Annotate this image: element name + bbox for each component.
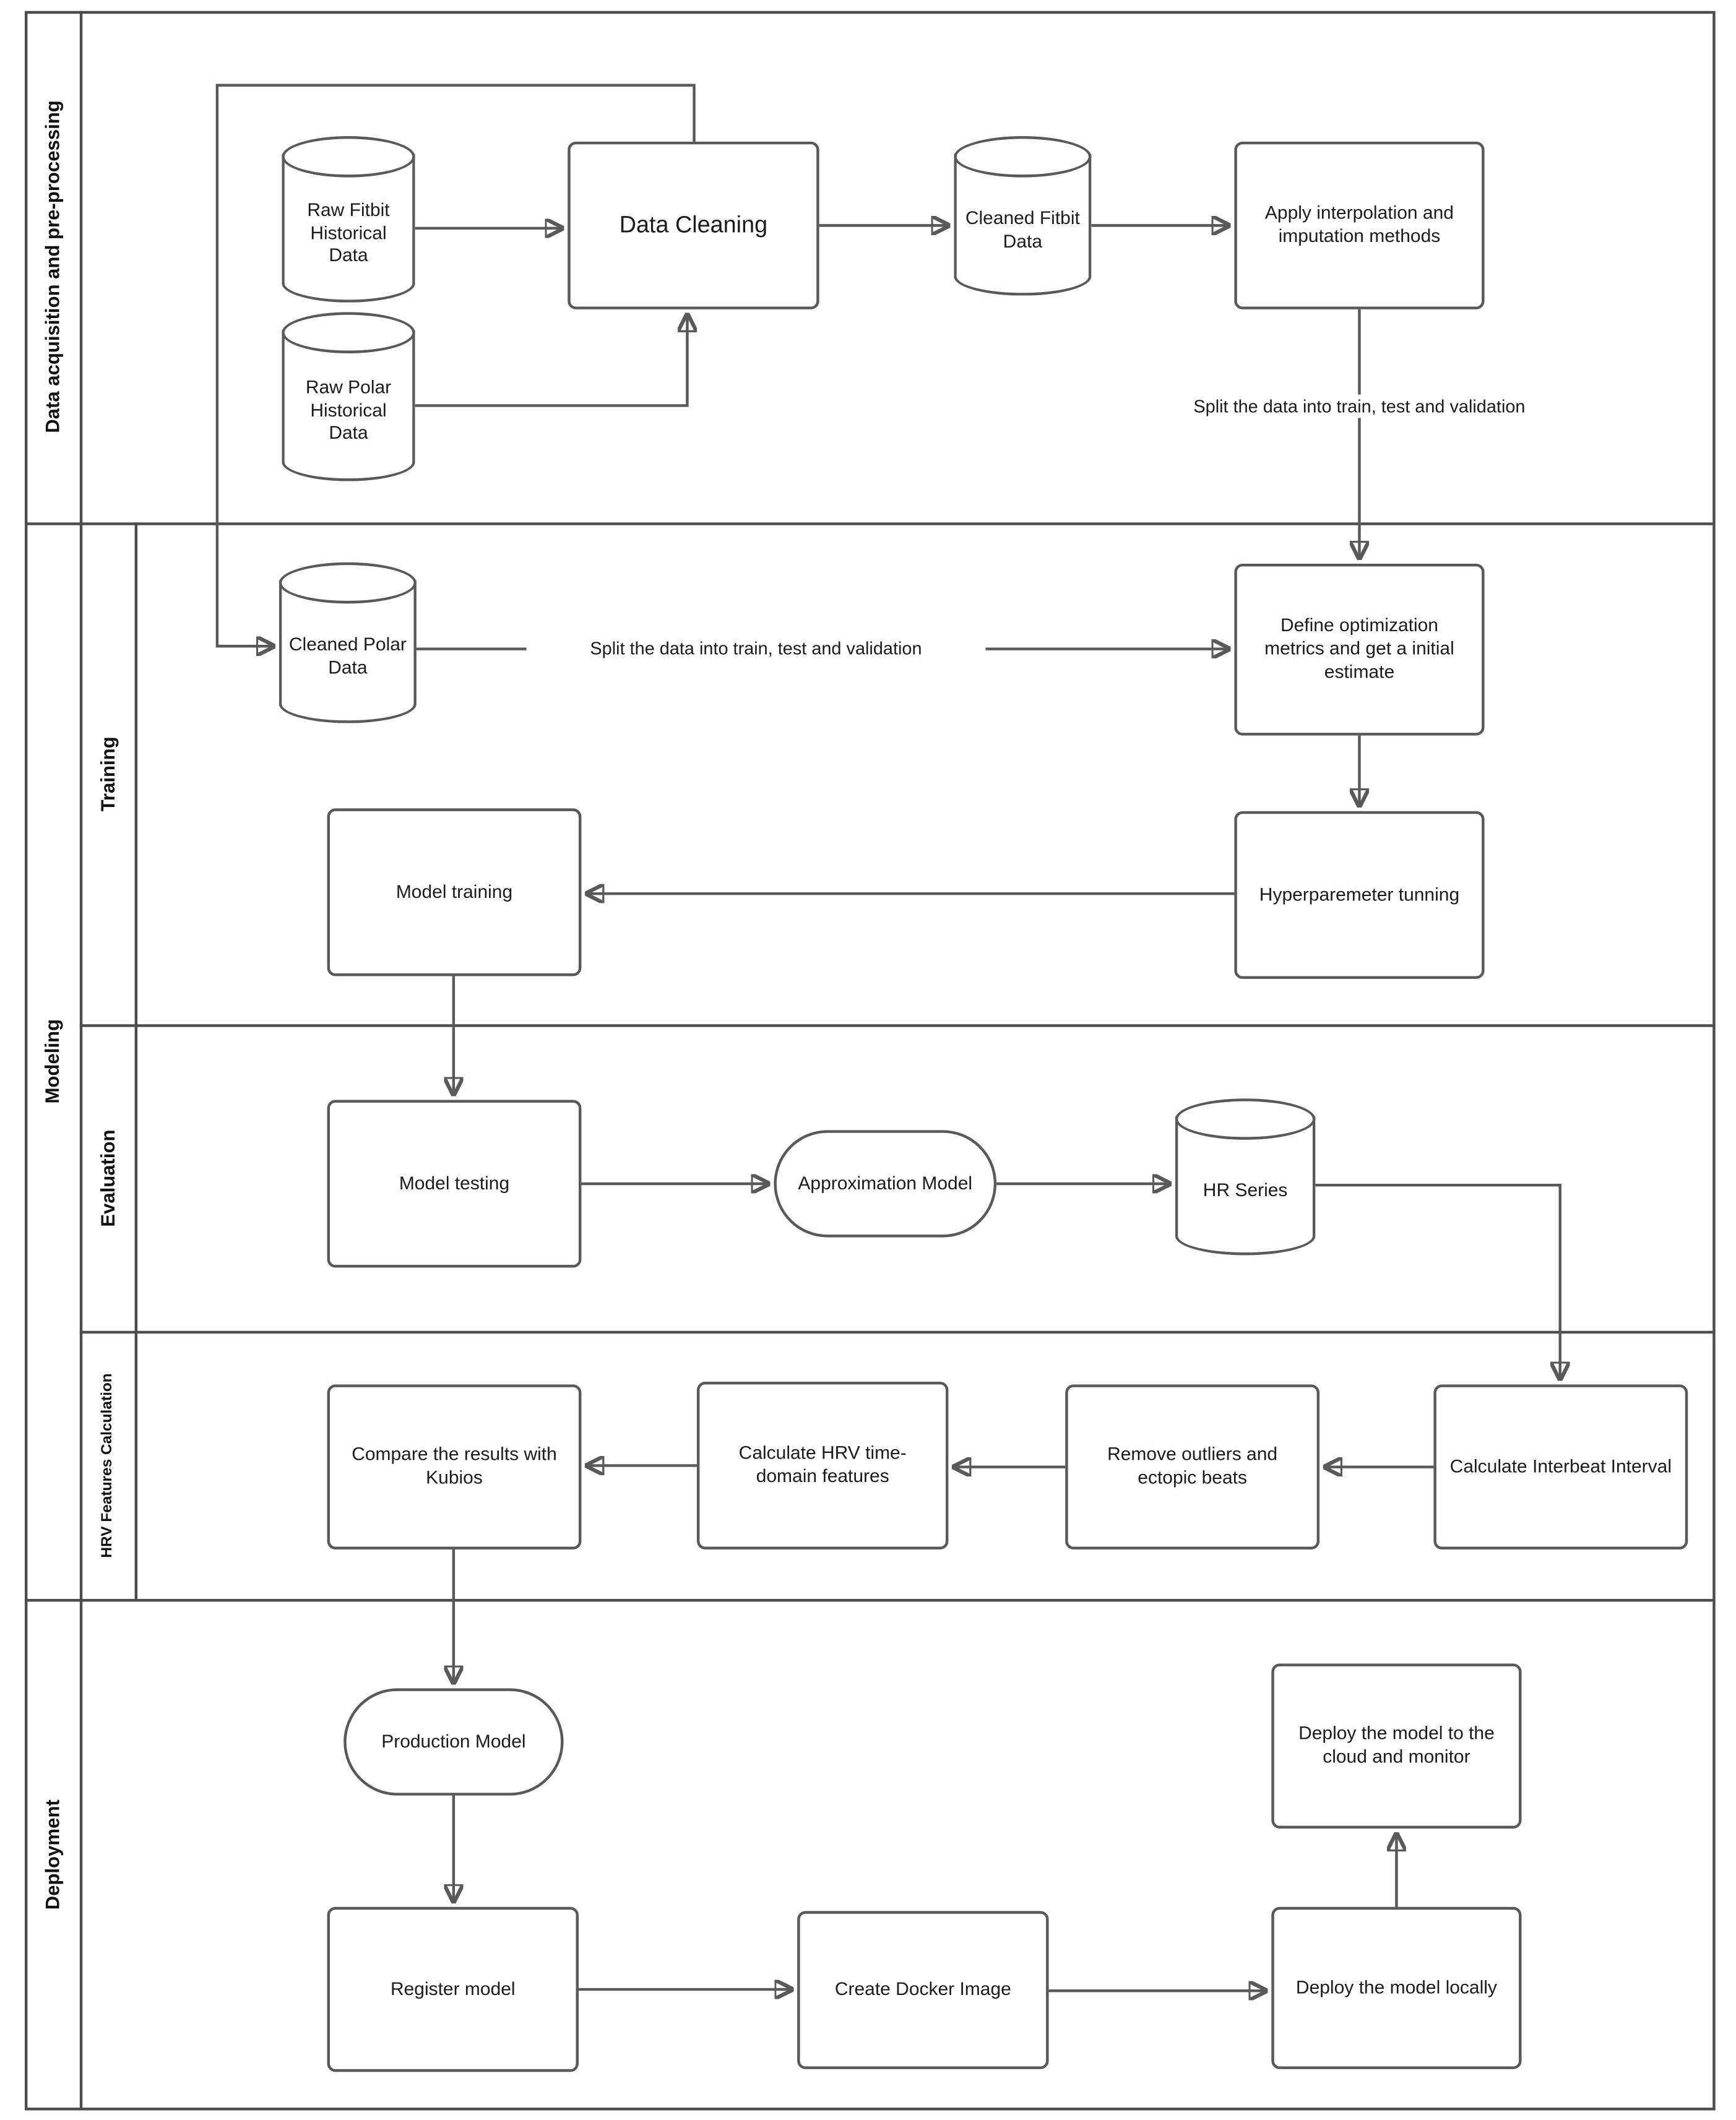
node-register-model (327, 1907, 579, 2072)
sublane-training-label: Training (96, 736, 119, 811)
node-data-cleaning (568, 142, 819, 309)
sublane-training (80, 522, 135, 1024)
lane-modeling-label: Modeling (41, 1018, 64, 1103)
node-raw-polar-data (282, 330, 415, 481)
lane-modeling (25, 522, 80, 1599)
node-approximation-model (774, 1130, 996, 1237)
lane-deployment (25, 1599, 80, 2111)
sublane-label-column-divider (135, 522, 137, 1599)
node-approximation-model-label: Approximation Model (798, 1172, 973, 1193)
node-raw-polar-data-label: Raw Polar Historical Data (305, 376, 392, 444)
node-hyperparameter-tuning-label: Hyperparemeter tunning (1259, 883, 1460, 904)
node-register-model-label: Register model (390, 1978, 516, 1999)
node-model-training-label: Model training (395, 881, 513, 902)
node-raw-fitbit-data-label: Raw Fitbit Historical Data (307, 199, 390, 266)
sublane-hrv-features-label: HRV Features Calculation (98, 1372, 116, 1558)
node-define-optimization (1234, 564, 1484, 736)
node-apply-interpolation-label: Apply interpolation and imputation methods (1264, 202, 1454, 246)
node-hr-series-label: HR Series (1203, 1179, 1288, 1200)
node-create-docker-image-label: Create Docker Image (834, 1978, 1011, 1999)
node-deploy-cloud-label: Deploy the model to the cloud and monitor (1298, 1723, 1495, 1767)
node-cleaned-fitbit-data (954, 154, 1091, 296)
sublane-divider-training-evaluation (80, 1024, 1716, 1027)
node-model-testing-label: Model testing (399, 1172, 510, 1193)
node-apply-interpolation (1234, 142, 1484, 309)
node-compare-kubios-label: Compare the results with Kubios (352, 1444, 557, 1488)
edge-label-split-fitbit: Split the data into train, test and validation (1126, 395, 1593, 418)
node-remove-outliers (1065, 1384, 1319, 1549)
node-raw-fitbit-data (282, 154, 415, 303)
node-cleaned-fitbit-data-label: Cleaned Fitbit Data (965, 207, 1080, 251)
lane-deployment-label: Deployment (41, 1799, 64, 1910)
node-deploy-cloud (1271, 1663, 1521, 1829)
lane-data-acquisition (25, 11, 80, 523)
sublane-evaluation (80, 1024, 135, 1330)
node-model-testing (327, 1100, 582, 1267)
lane-divider-acquisition-modeling (25, 522, 1716, 525)
lane-data-acquisition-label: Data acquisition and pre-processing (41, 100, 64, 433)
node-calculate-hrv-features-label: Calculate HRV time-domain features (738, 1442, 907, 1486)
sublane-divider-evaluation-hrv (80, 1331, 1716, 1334)
node-calculate-hrv-features (697, 1382, 948, 1549)
node-calculate-interbeat-label: Calculate Interbeat Interval (1449, 1455, 1672, 1476)
edge-label-split-polar: Split the data into train, test and validation (527, 637, 986, 660)
node-production-model (343, 1688, 563, 1795)
node-cleaned-polar-data (279, 580, 417, 723)
node-production-model-label: Production Model (381, 1730, 526, 1751)
node-deploy-locally (1271, 1907, 1521, 2069)
node-deploy-locally-label: Deploy the model locally (1295, 1976, 1497, 1997)
node-hyperparameter-tuning (1234, 811, 1484, 979)
node-data-cleaning-label: Data Cleaning (619, 212, 768, 239)
node-define-optimization-label: Define optimization metrics and get a initial estimate (1264, 614, 1454, 682)
sublane-hrv-features (80, 1331, 135, 1599)
sublane-evaluation-label: Evaluation (96, 1129, 119, 1226)
node-model-training (327, 808, 582, 976)
node-create-docker-image (797, 1911, 1048, 2069)
node-hr-series (1175, 1116, 1316, 1255)
node-remove-outliers-label: Remove outliers and ectopic beats (1107, 1444, 1278, 1488)
node-cleaned-polar-data-label: Cleaned Polar Data (288, 634, 407, 678)
node-calculate-interbeat (1433, 1384, 1688, 1549)
node-compare-kubios (327, 1384, 582, 1549)
lane-divider-modeling-deployment (25, 1599, 1716, 1601)
